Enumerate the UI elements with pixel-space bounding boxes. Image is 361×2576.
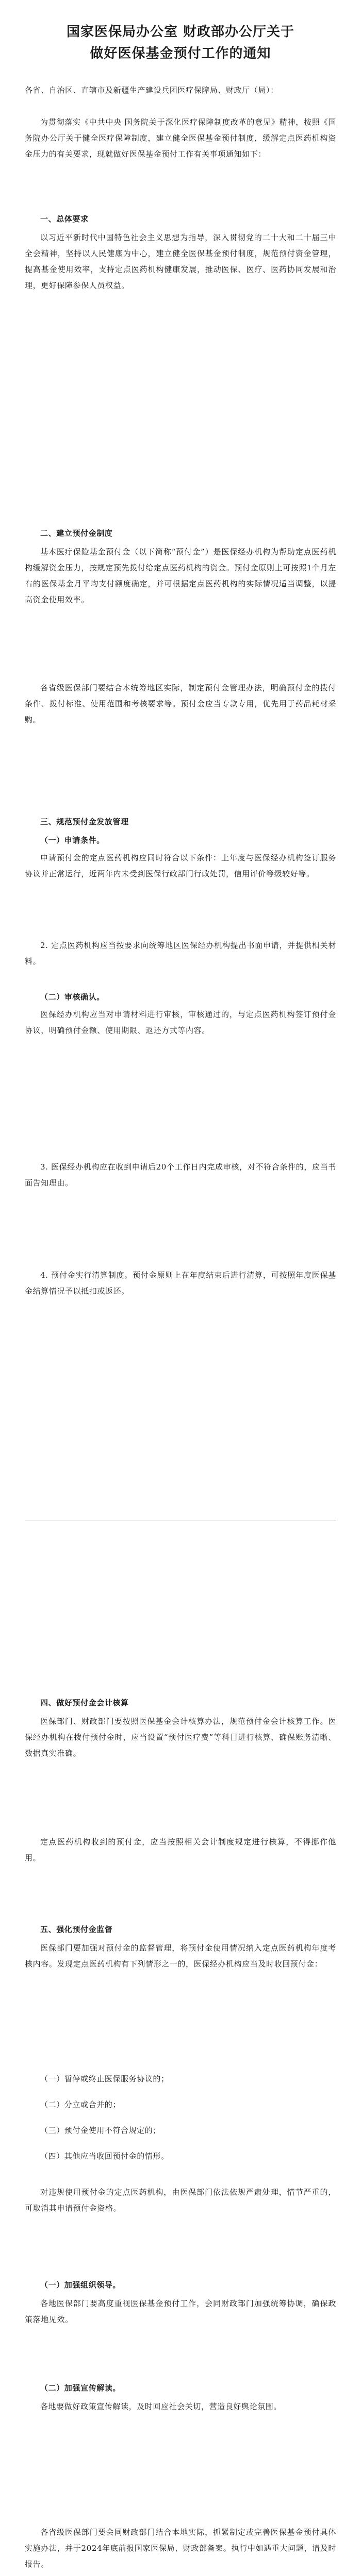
section-3-heading: 三、规范预付金发放管理 xyxy=(40,817,129,826)
section-3-paragraph-3: 医保经办机构应当对申请材料进行审核，审核通过的，与定点医药机构签订预付金协议，明确预付金额、使用期限、返还方式等内容。 xyxy=(25,1010,336,1035)
section-4-paragraph-2: 定点医药机构收到的预付金，应当按照相关会计制度规定进行核算，不得挪作他用。 xyxy=(25,1837,336,1862)
section-5-heading: 五、强化预付金监督 xyxy=(40,1925,113,1934)
section-3-paragraph-5: 4. 预付金实行清算制度。预付金原则上在年度结束后进行清算，可按照年度医保基金结算情况予以抵扣或返还。 xyxy=(25,1270,336,1296)
section-3-subheading-2: （二）审核确认。 xyxy=(40,992,105,1002)
section-1-body: 以习近平新时代中国特色社会主义思想为指导，深入贯彻党的二十大和二十届三中全会精神，坚持以人民健康为中心，建立健全医保基金预付制度，规范预付资金管理，提高基金使用效率，支持定点医药机构健康发展，推动医保、医疗、医药协同发展和治理，更好保障参保人员权益。 xyxy=(25,233,336,290)
section-1-heading: 一、总体要求 xyxy=(40,214,89,224)
closing-paragraph: 各省级医保部门要会同财政部门结合本地实际，抓紧制定或完善医保基金预付具体实施办法，并于2024年底前报国家医保局、财政部备案。执行中如遇重大问题，请及时报告。 xyxy=(25,2528,336,2569)
section-5-paragraph-1: 医保部门要加强对预付金的监督管理，将预付金使用情况纳入定点医药机构年度考核内容。发现定点医药机构有下列情形之一的，医保经办机构应当及时收回预付金： xyxy=(25,1943,336,1969)
section-5-list-item: （四）其他应当收回预付金的情形。 xyxy=(40,2151,169,2161)
section-3-paragraph-4: 3. 医保经办机构应在收到申请后20个工作日内完成审核，对不符合条件的，应当书面告知理由。 xyxy=(25,1162,336,1188)
section-3-subheading-1: （一）申请条件。 xyxy=(40,836,105,845)
section-5-paragraph-4: 各地要做好政策宣传解读，及时回应社会关切，营造良好舆论氛围。 xyxy=(40,2402,282,2411)
section-2-heading: 二、建立预付金制度 xyxy=(40,529,113,538)
section-5-subheading-1: （一）加强组织领导。 xyxy=(40,2280,121,2290)
document-title-line-1: 国家医保局办公室 财政部办公厅关于 xyxy=(66,24,295,40)
section-5-list-item: （二）分立或合并的； xyxy=(40,2100,121,2109)
section-4-paragraph-1: 医保部门、财政部门要按照医保基金会计核算办法，规范预付金会计核算工作。医保经办机构在拨付预付金时，应当设置“预付医疗费”等科目进行核算，确保账务清晰、数据真实准确。 xyxy=(25,1717,336,1758)
document-title-line-2: 做好医保基金预付工作的通知 xyxy=(90,46,271,61)
section-4-heading: 四、做好预付金会计核算 xyxy=(40,1698,129,1707)
section-5-list-item: （三）预付金使用不符合规定的； xyxy=(40,2126,161,2135)
addressee: 各省、自治区、直辖市及新疆生产建设兵团医疗保障局、财政厅（局）： xyxy=(25,86,278,95)
section-5-list-item: （一）暂停或终止医保服务协议的； xyxy=(40,2074,169,2083)
section-5-subheading-2: （二）加强宣传解读。 xyxy=(40,2383,121,2393)
section-5-paragraph-3: 各地医保部门要高度重视医保基金预付工作，会同财政部门加强统筹协调，确保政策落地见效。 xyxy=(25,2299,336,2324)
section-5-paragraph-2: 对违规使用预付金的定点医药机构，由医保部门依法依规严肃处理，情节严重的，可取消其申请预付金资格。 xyxy=(25,2188,336,2213)
section-2-paragraph-2: 各省级医保部门要结合本统筹地区实际，制定预付金管理办法，明确预付金的拨付条件、拨付标准、使用范围和考核要求等。预付金应当专款专用，优先用于药品耗材采购。 xyxy=(25,683,336,724)
section-3-paragraph-1: 申请预付金的定点医药机构应同时符合以下条件：上年度与医保经办机构签订服务协议并正常运行，近两年内未受到医保行政部门行政处罚，信用评价等级较好等。 xyxy=(25,853,336,878)
intro-paragraph: 为贯彻落实《中共中央 国务院关于深化医疗保障制度改革的意见》精神，按照《国务院办公厅关于健全医疗保障制度，建立健全医保基金预付制度，缓解定点医药机构资金压力的有关要求，现就做好医保基金预付工作有关事项通知如下： xyxy=(25,117,336,159)
section-2-paragraph-1: 基本医疗保险基金预付金（以下简称“预付金”）是医保经办机构为帮助定点医药机构缓解资金压力，按规定预先拨付给定点医药机构的资金。预付金原则上可按照1个月左右的医保基金月平均支付额度确定，并可根据定点医药机构的实际情况适当调整，以提高资金使用效率。 xyxy=(25,547,336,604)
section-3-paragraph-2: 2. 定点医药机构应当按要求向统筹地区医保经办机构提出书面申请，并提供相关材料。 xyxy=(25,941,336,966)
